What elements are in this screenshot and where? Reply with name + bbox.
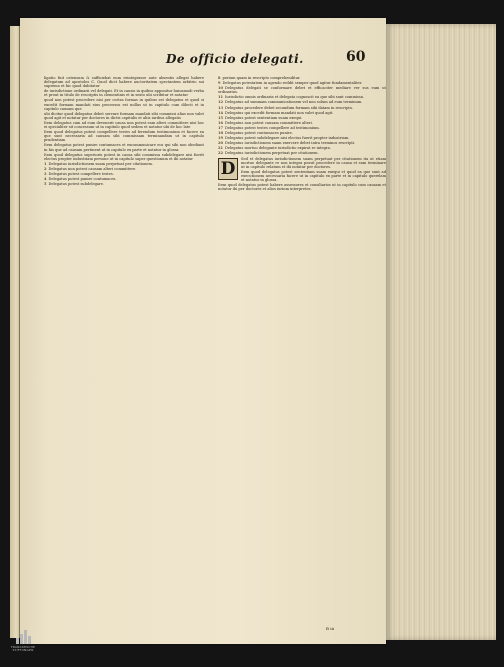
right-note-text: Delegatus mortuo delegante iurisdictio expirat re integra. [225,146,331,151]
right-note: 11 Iurisdictio omnis ordinaria et delegata cognoscit ea que sibi sunt commissa. [218,95,364,100]
right-note: 9 Delegatus potestatem in agendo reddit semper quod agitur fundamentaliter. [218,81,363,86]
right-note: 18 Delegatus potest contumaces punire. [218,131,293,136]
right-note: 19 Delegatus potest subdelegare nisi electus fuerit propter industriam. [218,136,350,141]
left-note: 1 Delegatus iurisdictionem suam perpetuat per citationem. [44,161,154,166]
right-note-text: Delegatus qui excedit formam mandati non valet quod agit. [225,110,334,115]
left-text-column [44,76,204,187]
right-note-text: Delegatus delegati se conformare debet et efficaciter mediare ver sus eum ut ordinarius. [218,86,386,95]
right-note-text: Delegatus non potest causam committere alteri. [225,120,313,125]
right-note: 15 Delegatus potest sententiam suam exequi. [218,115,303,120]
left-note: 2 Delegatus non potest causam alteri committere. [44,166,137,171]
right-note: 14 Delegatus qui excedit formam mandati non valet quod agit. [218,110,334,115]
left-note-text: Delegatus potest subdelegare. [48,182,105,187]
left-note: 4 Delegatus potest punire contumaces. [44,177,117,182]
right-note: 8 perium quam in rescripto comprehenditur. [218,76,301,80]
left-paragraph: Item quod delegatus superioris potest in causa sibi commissa subdelegare nisi fuerit electus propter industriam persone ut in capitulo super questionum et ibi notatur [44,152,204,161]
right-note: 21 Delegatus mortuo delegante iurisdictio expirat re integra. [218,146,331,151]
right-note-text: Delegatus potest contumaces punire. [225,131,293,136]
running-title: De officio delegati. [166,52,304,66]
right-note-text: Delegatus potest subdelegare nisi electus fuerit propter industriam. [225,136,350,141]
left-note: 3 Delegatus potest compellere testes. [44,171,114,176]
right-note-text: Delegatus ad summam communicationem vel non solum ad eum terminum. [225,100,363,105]
right-note-text: Iurisdictio omnis ordinaria et delegata cognoscit ea que sibi sunt commissa. [225,95,364,100]
library-logo-icon [8,630,38,660]
right-note: 16 Delegatus non potest causam committere alteri. [218,120,313,125]
logo-text: FRANCKESCHE STIFTUNGEN [10,645,36,653]
right-paragraph: Item quod delegatus potest sententiam suam exequi et quod ea que sunt ad executionem necessaria facere ut in capitulo ex parte et in capitulo querelam et notatur in glossa. [241,169,386,182]
right-note: 22 Delegatus iurisdictionem perpetuat per citationem. [218,151,319,156]
right-note-text: Delegatus potestatem in agendo reddit semper quod agitur fundamentaliter. [222,81,363,86]
left-paragraph: ligatio fuit ostensum & sufficiebat eum reintegrasse aute absentis allegat habere delegatum ad apostolos C. Quod dicit habere auctoritatem spectantem arbitrio sui supremo et hic quod dubitatur [44,76,204,89]
right-paragraph: Item quod delegatus potest habere assessores et consiliarios ut in capitulo cum causam et notatur ibi per doctores et alios iurium interpretes. [218,183,386,192]
book-page [20,18,386,644]
left-note-text: Delegatus potest compellere testes. [48,171,114,176]
logo-mark-icon [15,630,31,644]
page-block-edge [386,24,496,640]
left-paragraph: Item quod delegatus potest compellere testes ad ferendum testimonium et facere ea que sunt necessaria ad causam sibi commissam terminandam ut in capitulo prudentiam [44,130,204,143]
right-note-text: Delegatus procedere debet secundum formam sibi datam in rescripto. [225,105,354,110]
right-note-text: Delegatus potest testes compellere ad testimonium. [225,125,320,130]
right-note: 12 Delegatus ad summam communicationem vel non solum ad eum terminum. [218,100,363,105]
folio-number: 60 [346,49,366,65]
left-page-edge [10,26,20,638]
right-note-text: Delegatus iurisdictionem perpetuat per citationem. [225,151,319,156]
book-spread [10,18,496,646]
decorated-initial-icon: D [218,158,238,180]
right-paragraph: Sed et delegatus iurisdictionem suam perpetuat per citationem ita ut etiam mortuo delegante re non integra possit procedere in causa et eam terminare ut in capitulo relatum et ibi notatur per doctores. [241,156,386,169]
left-note: 5 Delegatus potest subdelegare. [44,182,105,187]
right-note: 20 Delegatus iurisdictionem suam exercere debet intra terminos rescripti. [218,141,356,146]
right-note-text: perium quam in rescripto comprehenditur. [222,76,301,80]
left-paragraph: ubi dicitur quod delegatus debet servare formam mandati sibi commissi alias non valet quod agit et notatur per doctores in dictis capitulis et aliis iuribus allegatis [44,111,204,120]
right-note: 10 Delegatus delegati se conformare debet et efficaciter mediare ver sus eum ut ordinarius. [218,86,386,95]
left-note-text: Delegatus iurisdictionem suam perpetuat per citationem. [48,161,154,166]
left-note-text: Delegatus non potest causam alteri committere. [48,166,137,171]
right-note: 13 Delegatus procedere debet secundum formam sibi datam in rescripto. [218,105,354,110]
left-paragraph: Item delegatus potest punire contumaces et excommunicare eos qui sibi non obediunt in his que ad causam pertinent ut in capitulo ex parte et notatur in glossa [44,143,204,152]
left-paragraph: quod non potest procedere nisi per certas formas in quibus est delegatus et quod si excedit formam mandati eius processus est nullus ut in capitulo cum dilecti et in capitulo causam que [44,98,204,111]
right-text-column [218,76,386,192]
right-note-text: Delegatus iurisdictionem suam exercere debet intra terminos rescripti. [225,141,356,146]
signature-mark: B iii [326,626,335,631]
right-note: 17 Delegatus potest testes compellere ad testimonium. [218,125,320,130]
left-paragraph: Item delegatus cum ad eum devenerit causa non potest eam alteri committere nisi hoc ei specialiter sit concessum ut in capitulo quod sedem et notatur ubi de hoc late [44,120,204,130]
right-note-text: Delegatus potest sententiam suam exequi. [225,115,303,120]
left-paragraph: de iurisdictione ordinarii vel delegati. Et in causis in quibus apponitur huiusmodi verba et prout in titulo de rescriptis in clementinis et in sexto ubi scribitur et notatur [44,89,204,98]
left-note-text: Delegatus potest punire contumaces. [48,177,117,182]
